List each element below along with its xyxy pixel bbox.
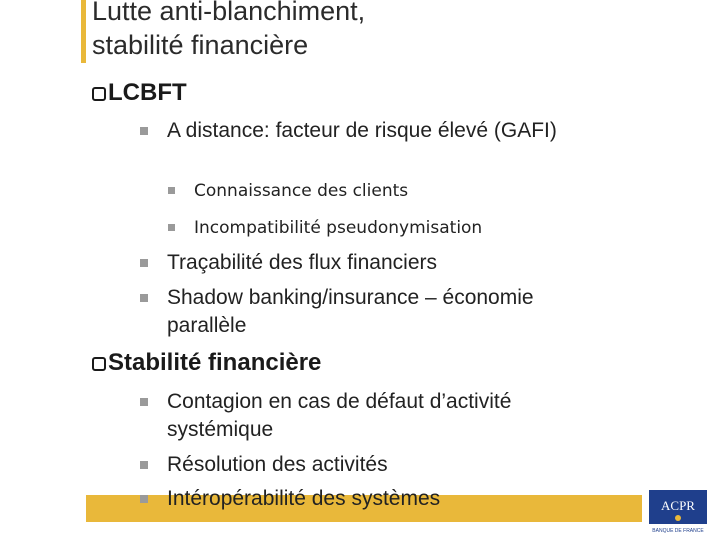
- list-item-text: A distance: facteur de risque élevé (GAFI): [167, 119, 557, 142]
- square-bullet-icon: [140, 461, 148, 469]
- square-bullet-icon: [140, 294, 148, 302]
- section-heading-lcbft: [92, 78, 187, 108]
- list-item: [140, 284, 610, 340]
- list-item: [140, 117, 610, 145]
- list-item: [140, 485, 440, 513]
- square-bullet-icon: [140, 495, 148, 503]
- logo-tagline: BANQUE DE FRANCE: [652, 528, 704, 534]
- sub-list-item: [168, 178, 408, 204]
- checkbox-bullet-icon: [92, 87, 106, 101]
- sub-list-item: [168, 215, 482, 241]
- list-item-text: Traçabilité des flux financiers: [167, 251, 438, 274]
- section-heading-label: Stabilité financière: [108, 349, 322, 376]
- list-item: [140, 388, 580, 444]
- sub-list-item-text: Connaissance des clients: [194, 181, 409, 201]
- acpr-logo: [645, 490, 711, 535]
- slide-title: [92, 0, 652, 62]
- square-bullet-icon: [140, 259, 148, 267]
- square-bullet-icon: [168, 224, 175, 231]
- list-item-text: Résolution des activités: [167, 453, 388, 476]
- title-accent-bar: [81, 0, 86, 63]
- square-bullet-icon: [140, 127, 148, 135]
- section-heading-stabilite: [92, 348, 321, 378]
- list-item: [140, 249, 437, 277]
- list-item-text: Contagion en cas de défaut d’activité systémique: [167, 390, 512, 441]
- checkbox-bullet-icon: [92, 357, 106, 371]
- list-item-text: Shadow banking/insurance – économie parallèle: [167, 286, 534, 337]
- sub-list-item-text: Incompatibilité pseudonymisation: [194, 218, 483, 238]
- square-bullet-icon: [168, 187, 175, 194]
- section-heading-label: LCBFT: [108, 79, 187, 106]
- slide-title-line-1: Lutte anti-blanchiment,: [92, 0, 366, 26]
- list-item-text: Intéropérabilité des systèmes: [167, 487, 441, 510]
- logo-emblem-icon: [675, 515, 681, 521]
- square-bullet-icon: [140, 398, 148, 406]
- logo-wordmark: ACPR: [661, 498, 695, 513]
- slide-title-line-2: stabilité financière: [92, 30, 309, 60]
- list-item: [140, 451, 388, 479]
